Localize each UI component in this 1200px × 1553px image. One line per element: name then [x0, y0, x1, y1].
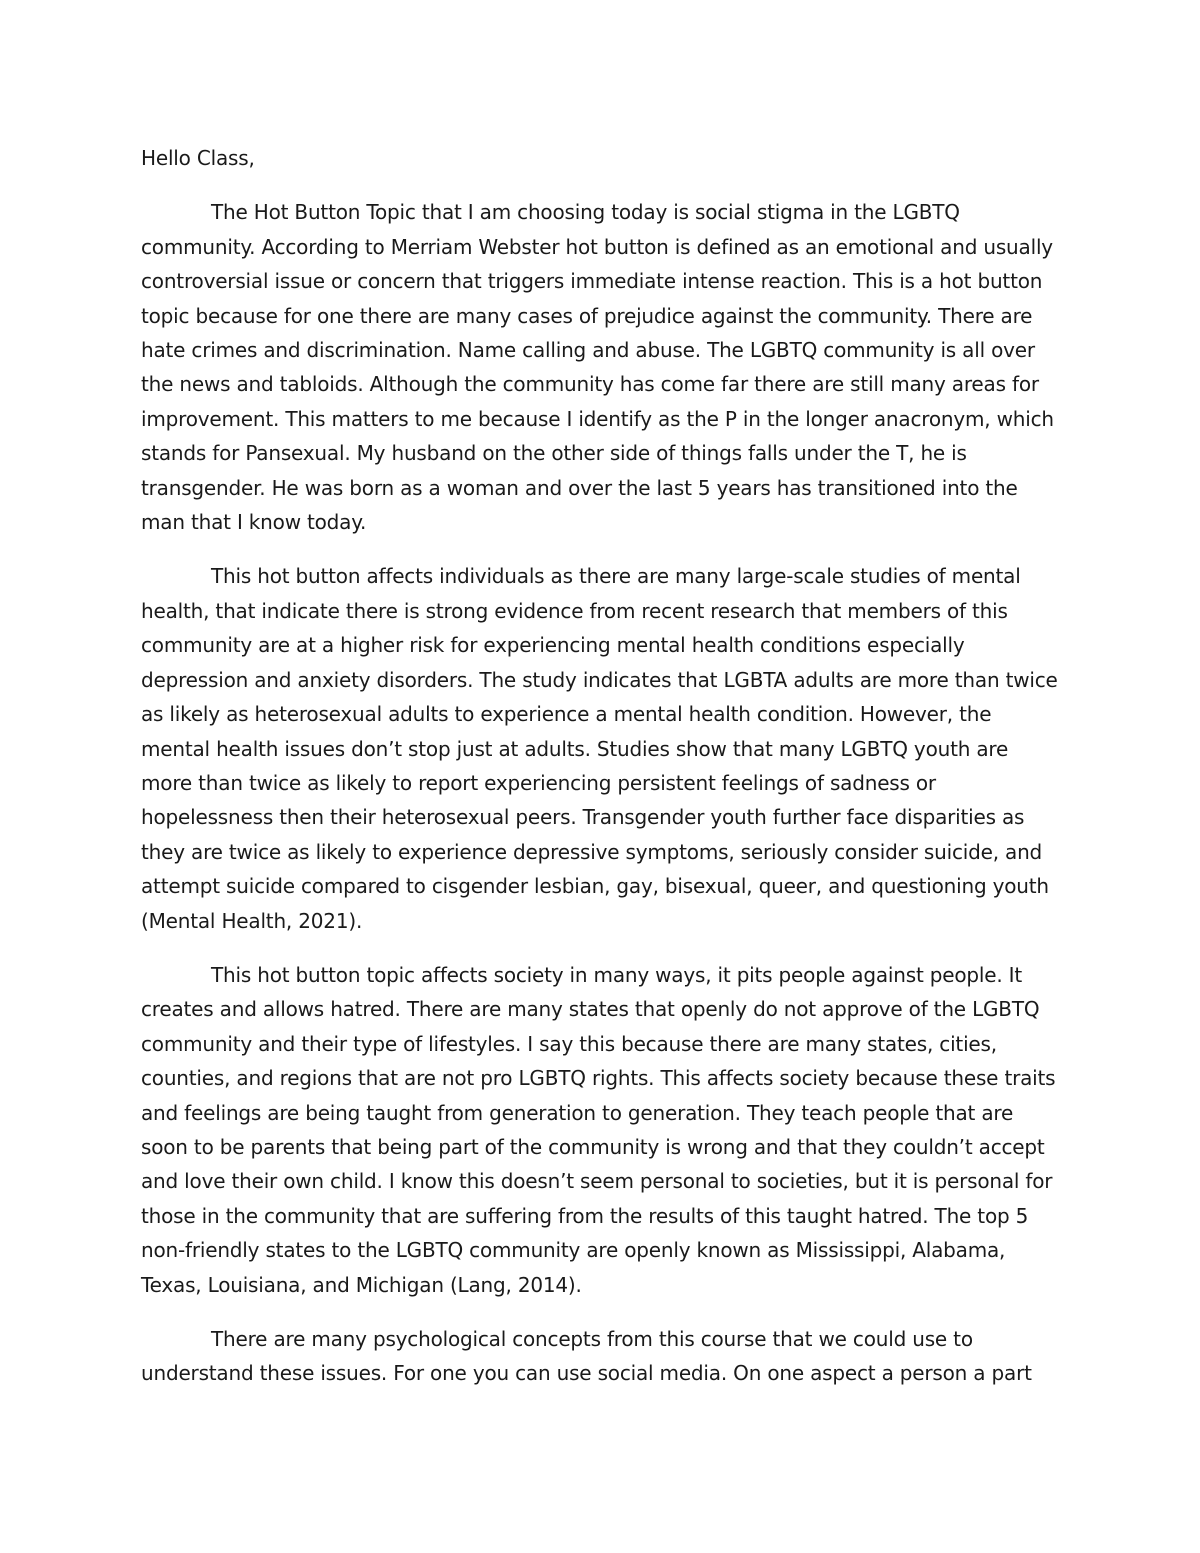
greeting: Hello Class,	[141, 146, 255, 170]
document-body	[141, 141, 1059, 1411]
paragraph-2: This hot button affects individuals as there are many large-scale studies of mental health, that indicate there is strong evidence from recent research that members of this community are at a higher risk for experiencing mental health conditions especially depression and anxiety disorders. The study indicates that LGBTA adults are more than twice as likely as heterosexual adults to experience a mental health condition. However, the mental health issues don’t stop just at adults. Studies show that many LGBTQ youth are more than twice as likely to report experiencing persistent feelings of sadness or hopelessness then their heterosexual peers. Transgender youth further face disparities as they are twice as likely to experience depressive symptoms, seriously consider suicide, and attempt suicide compared to cisgender lesbian, gay, bisexual, queer, and questioning youth (Mental Health, 2021).	[141, 564, 1058, 933]
paragraph-1: The Hot Button Topic that I am choosing today is social stigma in the LGBTQ community. According to Merriam Webster hot button is defined as an emotional and usually controversial issue or concern that triggers immediate intense reaction. This is a hot button topic because for one there are many cases of prejudice against the community. There are hate crimes and discrimination. Name calling and abuse. The LGBTQ community is all over the news and tabloids. Although the community has come far there are still many areas for improvement. This matters to me because I identify as the P in the longer anacronym, which stands for Pansexual. My husband on the other side of things falls under the T, he is transgender. He was born as a woman and over the last 5 years has transitioned into the man that I know today.	[141, 200, 1054, 535]
paragraph-3: This hot button topic affects society in many ways, it pits people against people. It creates and allows hatred. There are many states that openly do not approve of the LGBTQ community and their type of lifestyles. I say this because there are many states, cities, counties, and regions that are not pro LGBTQ rights. This affects society because these traits and feelings are being taught from generation to generation. They teach people that are soon to be parents that being part of the community is wrong and that they couldn’t accept and love their own child. I know this doesn’t seem personal to societies, but it is personal for those in the community that are suffering from the results of this taught hatred. The top 5 non-friendly states to the LGBTQ community are openly known as Mississippi, Alabama, Texas, Louisiana, and Michigan (Lang, 2014).	[141, 962, 1056, 1297]
paragraph-4: There are many psychological concepts from this course that we could use to understand these issues. For one you can use social media. On one aspect a person a part	[141, 1327, 1032, 1386]
